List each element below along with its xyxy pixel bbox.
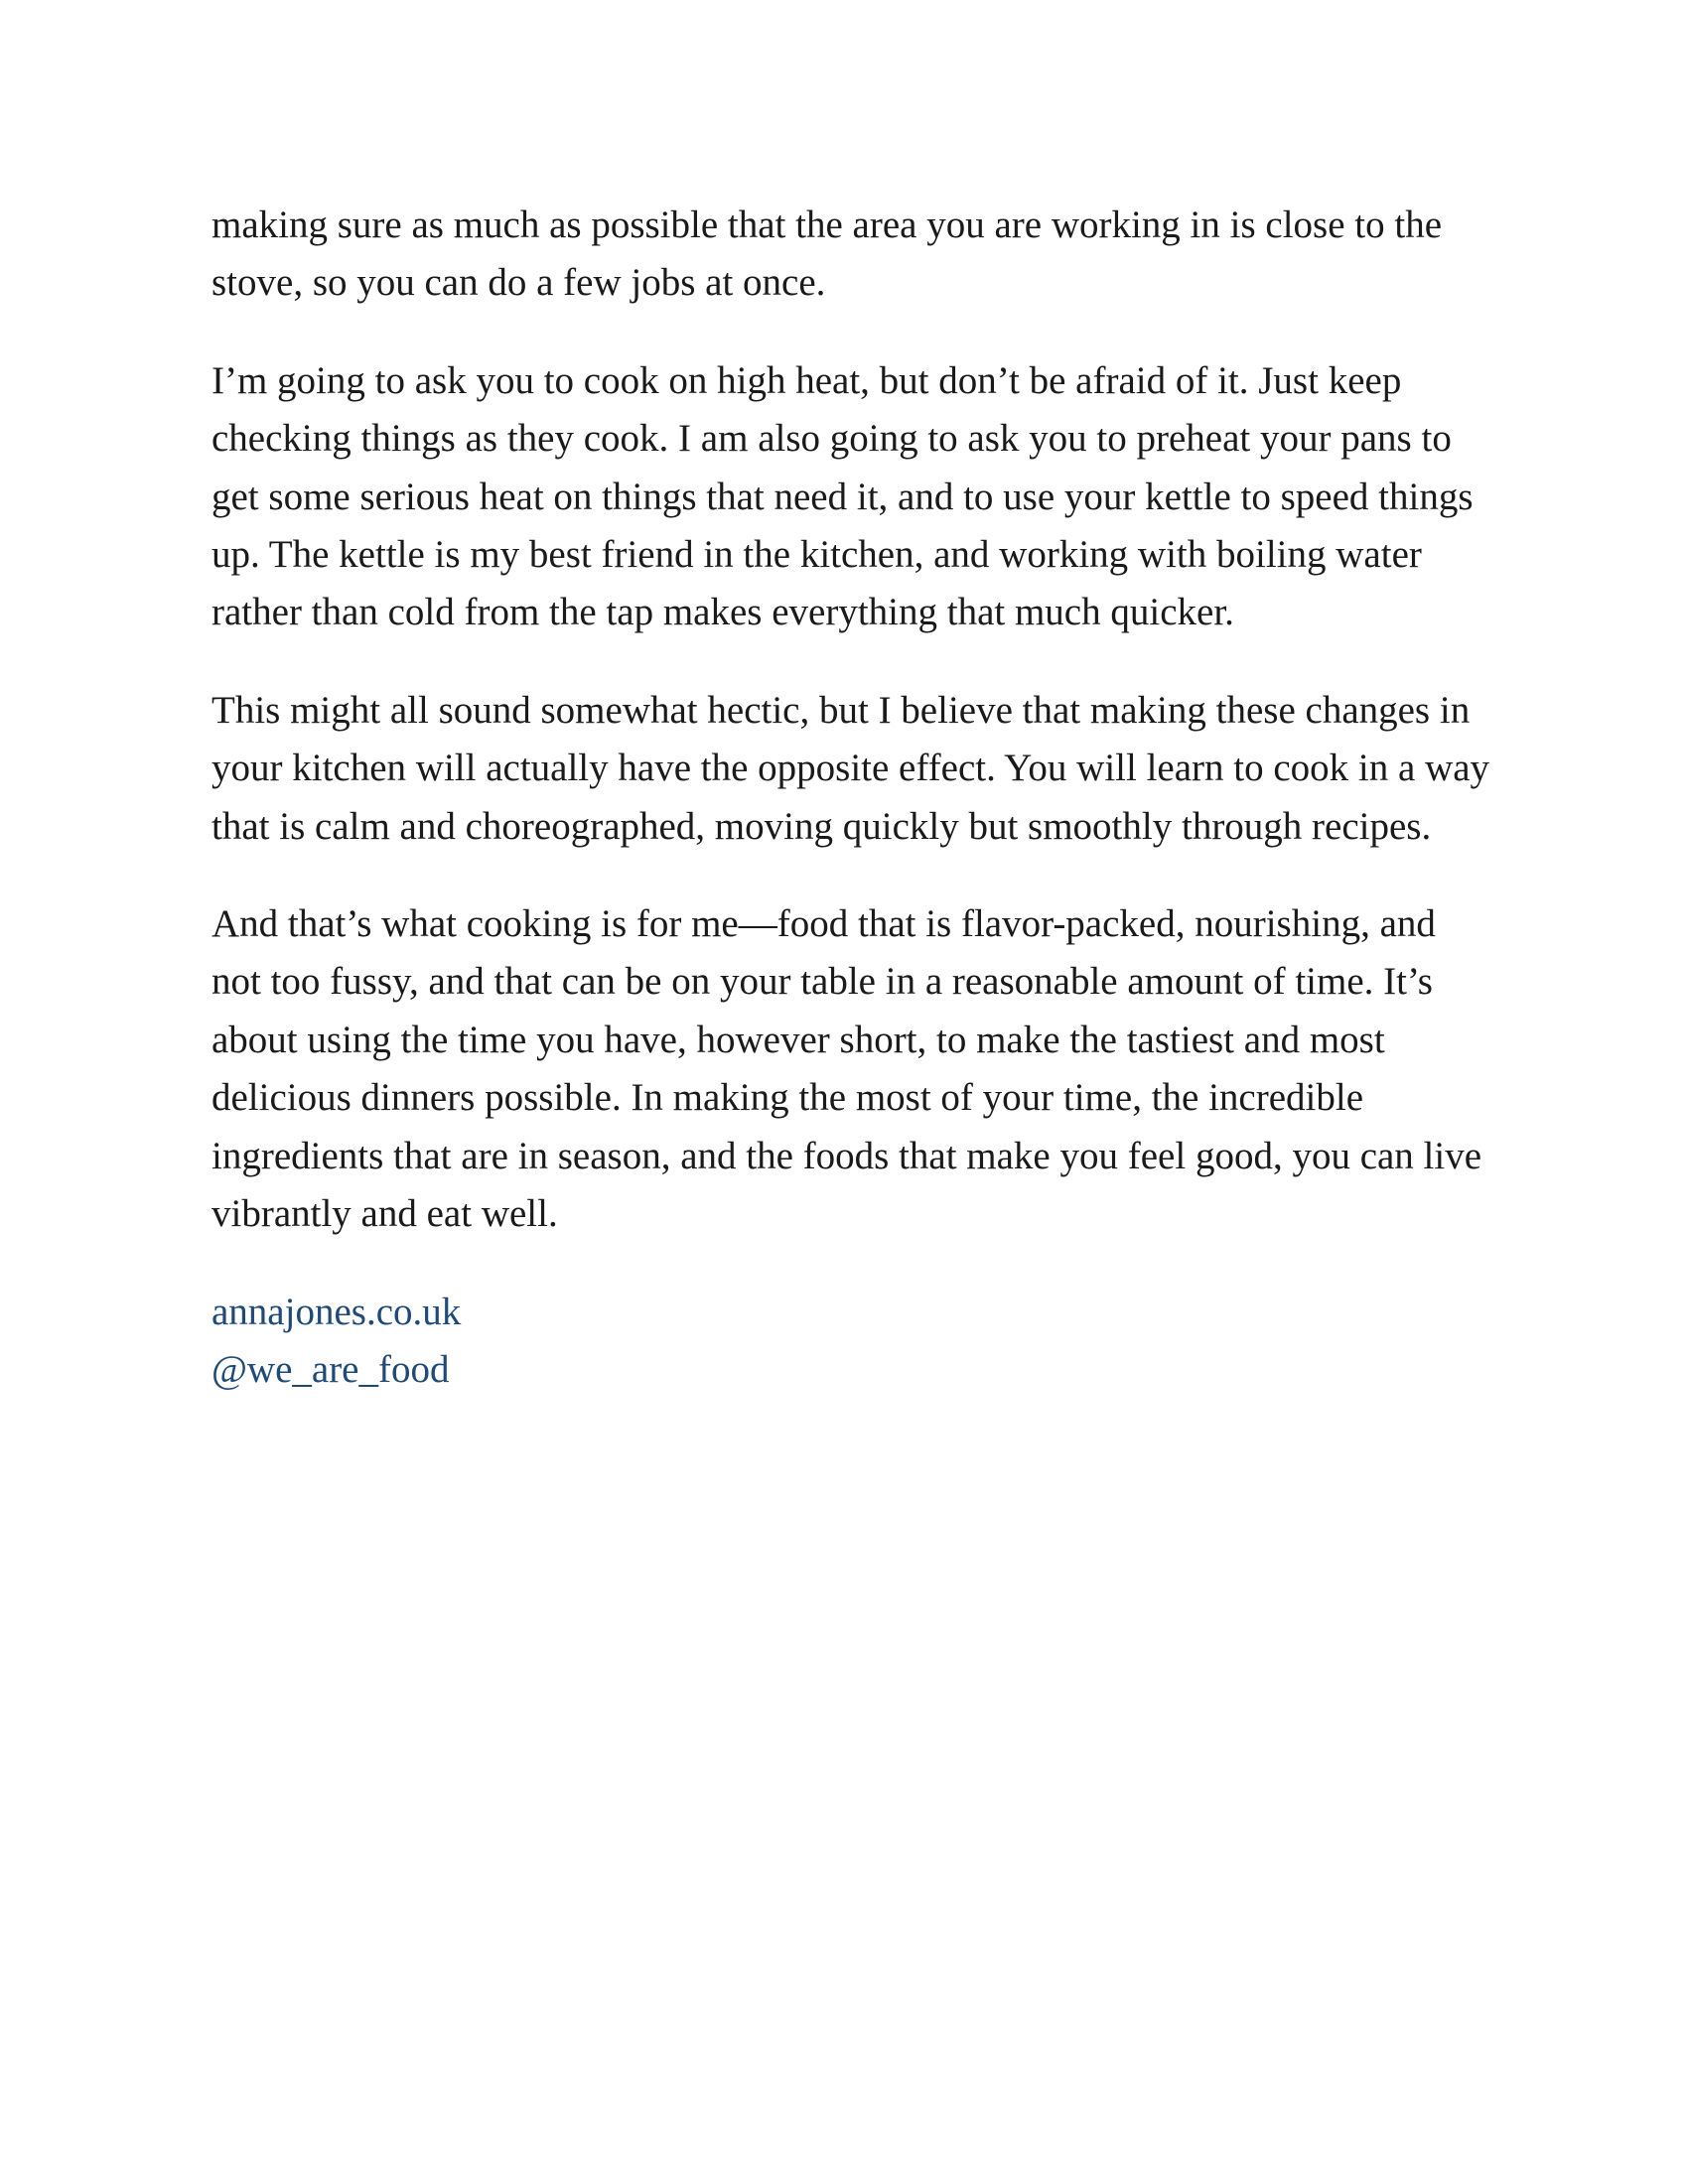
paragraph-4: And that’s what cooking is for me—food that is flavor-packed, nourishing, and not too fussy, and that can be on your table in a reasonable amount of time. It’s about using the time you have, however short, to make the tastiest and most delicious dinners possible. In making the most of your time, the incredible ingredients that are in season, and the foods that make you feel good, you can live vibrantly and eat well.	[211, 902, 1482, 1236]
paragraph-2: I’m going to ask you to cook on high heat, but don’t be afraid of it. Just keep checking things as they cook. I am also going to ask you to preheat your pans to get some serious heat on things that need it, and to use your kettle to speed things up. The kettle is my best friend in the kitchen, and working with boiling water rather than cold from the tap makes everything that much quicker.	[211, 358, 1474, 634]
paragraph-1: making sure as much as possible that the area you are working in is close to the stove, so you can do a few jobs at once.	[211, 204, 1443, 305]
social-handle-link[interactable]: @we_are_food	[211, 1347, 450, 1391]
website-link[interactable]: annajones.co.uk	[211, 1290, 462, 1333]
author-links	[211, 1284, 1492, 1400]
paragraph-3: This might all sound somewhat hectic, but I believe that making these changes in your kitchen will actually have the opposite effect. You will learn to cook in a way that is calm and choreographed, moving quickly but smoothly through recipes.	[211, 688, 1490, 848]
document-page	[211, 197, 1492, 1399]
